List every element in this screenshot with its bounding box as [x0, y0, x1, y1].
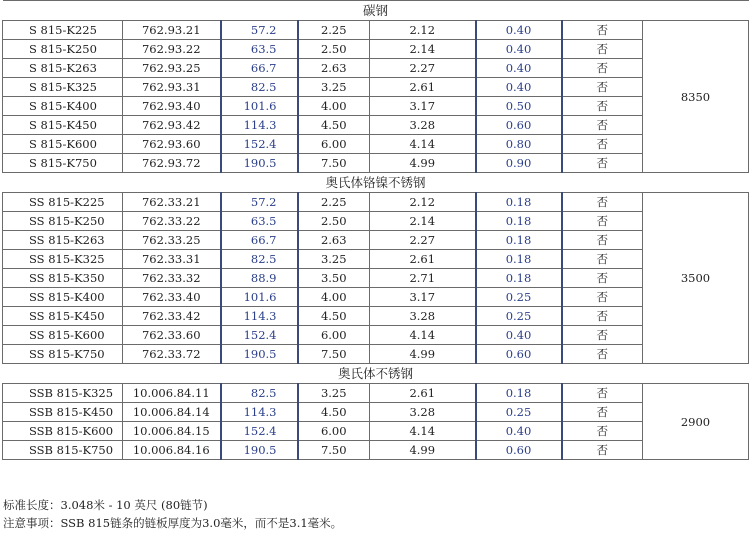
value-cell: 0.40 — [476, 21, 562, 40]
pitch-in-cell: 4.00 — [298, 288, 370, 307]
pitch-in-cell: 2.25 — [298, 193, 370, 212]
part-number-cell: S 815-K225 — [3, 21, 123, 40]
item-code-cell: 762.33.31 — [123, 250, 221, 269]
part-number-cell: SS 815-K400 — [3, 288, 123, 307]
option-cell: 否 — [562, 193, 643, 212]
item-code-cell: 762.93.31 — [123, 78, 221, 97]
item-code-cell: 762.93.21 — [123, 21, 221, 40]
item-code-cell: 762.33.32 — [123, 269, 221, 288]
weight-cell: 2.14 — [370, 40, 476, 59]
weight-cell: 3.17 — [370, 97, 476, 116]
weight-cell: 3.28 — [370, 307, 476, 326]
section-title: 奥氏体不锈钢 — [3, 364, 749, 384]
value-cell: 0.90 — [476, 154, 562, 173]
table-row — [3, 40, 749, 59]
value-cell: 0.18 — [476, 193, 562, 212]
section-side-value: 2900 — [643, 384, 749, 460]
section-title: 奥氏体铬镍不锈钢 — [3, 173, 749, 193]
option-cell: 否 — [562, 403, 643, 422]
value-cell: 0.18 — [476, 212, 562, 231]
part-number-cell: SS 815-K750 — [3, 345, 123, 364]
part-number-cell: SS 815-K250 — [3, 212, 123, 231]
table-row — [3, 154, 749, 173]
option-cell: 否 — [562, 422, 643, 441]
weight-cell: 2.61 — [370, 78, 476, 97]
pitch-mm-cell: 82.5 — [221, 250, 298, 269]
option-cell: 否 — [562, 116, 643, 135]
pitch-in-cell: 6.00 — [298, 422, 370, 441]
item-code-cell: 762.33.21 — [123, 193, 221, 212]
item-code-cell: 762.93.72 — [123, 154, 221, 173]
table-row — [3, 116, 749, 135]
item-code-cell: 762.33.22 — [123, 212, 221, 231]
item-code-cell: 762.93.22 — [123, 40, 221, 59]
part-number-cell: S 815-K400 — [3, 97, 123, 116]
pitch-in-cell: 7.50 — [298, 154, 370, 173]
option-cell: 否 — [562, 441, 643, 460]
part-number-cell: SSB 815-K450 — [3, 403, 123, 422]
pitch-in-cell: 2.50 — [298, 212, 370, 231]
section-header-row — [3, 364, 749, 384]
option-cell: 否 — [562, 384, 643, 403]
pitch-in-cell: 4.50 — [298, 403, 370, 422]
value-cell: 0.60 — [476, 345, 562, 364]
part-number-cell: SS 815-K263 — [3, 231, 123, 250]
pitch-in-cell: 4.00 — [298, 97, 370, 116]
table-row — [3, 288, 749, 307]
item-code-cell: 10.006.84.15 — [123, 422, 221, 441]
pitch-in-cell: 3.25 — [298, 384, 370, 403]
weight-cell: 4.14 — [370, 326, 476, 345]
weight-cell: 3.17 — [370, 288, 476, 307]
weight-cell: 2.71 — [370, 269, 476, 288]
value-cell: 0.18 — [476, 250, 562, 269]
pitch-mm-cell: 66.7 — [221, 59, 298, 78]
standard-length-note: 标准长度：3.048米 - 10 英尺 (80链节) — [3, 498, 208, 512]
option-cell: 否 — [562, 345, 643, 364]
pitch-in-cell: 7.50 — [298, 441, 370, 460]
weight-cell: 2.12 — [370, 193, 476, 212]
pitch-mm-cell: 66.7 — [221, 231, 298, 250]
table-body — [3, 1, 749, 460]
option-cell: 否 — [562, 326, 643, 345]
pitch-in-cell: 2.25 — [298, 21, 370, 40]
weight-cell: 4.14 — [370, 135, 476, 154]
part-number-cell: SS 815-K325 — [3, 250, 123, 269]
pitch-mm-cell: 82.5 — [221, 78, 298, 97]
pitch-mm-cell: 190.5 — [221, 154, 298, 173]
pitch-mm-cell: 190.5 — [221, 441, 298, 460]
pitch-in-cell: 4.50 — [298, 307, 370, 326]
weight-cell: 2.61 — [370, 384, 476, 403]
caution-note: 注意事项：SSB 815链条的链板厚度为3.0毫米，而不是3.1毫米。 — [3, 516, 343, 530]
weight-cell: 4.14 — [370, 422, 476, 441]
pitch-mm-cell: 114.3 — [221, 116, 298, 135]
weight-cell: 3.28 — [370, 403, 476, 422]
option-cell: 否 — [562, 231, 643, 250]
value-cell: 0.25 — [476, 288, 562, 307]
value-cell: 0.40 — [476, 78, 562, 97]
item-code-cell: 762.93.40 — [123, 97, 221, 116]
table-row — [3, 250, 749, 269]
value-cell: 0.80 — [476, 135, 562, 154]
item-code-cell: 762.93.42 — [123, 116, 221, 135]
pitch-mm-cell: 190.5 — [221, 345, 298, 364]
section-side-value: 3500 — [643, 193, 749, 364]
section-header-row — [3, 1, 749, 21]
item-code-cell: 762.33.42 — [123, 307, 221, 326]
value-cell: 0.40 — [476, 422, 562, 441]
part-number-cell: S 815-K325 — [3, 78, 123, 97]
section-side-value: 8350 — [643, 21, 749, 173]
table-row — [3, 384, 749, 403]
table-row — [3, 212, 749, 231]
part-number-cell: S 815-K600 — [3, 135, 123, 154]
option-cell: 否 — [562, 135, 643, 154]
pitch-mm-cell: 152.4 — [221, 326, 298, 345]
option-cell: 否 — [562, 212, 643, 231]
item-code-cell: 10.006.84.16 — [123, 441, 221, 460]
value-cell: 0.25 — [476, 403, 562, 422]
part-number-cell: S 815-K450 — [3, 116, 123, 135]
value-cell: 0.18 — [476, 384, 562, 403]
part-number-cell: SSB 815-K600 — [3, 422, 123, 441]
part-number-cell: SSB 815-K325 — [3, 384, 123, 403]
option-cell: 否 — [562, 250, 643, 269]
option-cell: 否 — [562, 269, 643, 288]
option-cell: 否 — [562, 154, 643, 173]
part-number-cell: SS 815-K450 — [3, 307, 123, 326]
item-code-cell: 762.33.72 — [123, 345, 221, 364]
table-row — [3, 21, 749, 40]
notes — [3, 496, 342, 532]
pitch-mm-cell: 63.5 — [221, 40, 298, 59]
pitch-in-cell: 3.25 — [298, 250, 370, 269]
table-row — [3, 403, 749, 422]
weight-cell: 2.61 — [370, 250, 476, 269]
pitch-mm-cell: 57.2 — [221, 21, 298, 40]
item-code-cell: 10.006.84.14 — [123, 403, 221, 422]
pitch-mm-cell: 152.4 — [221, 135, 298, 154]
pitch-in-cell: 7.50 — [298, 345, 370, 364]
weight-cell: 2.14 — [370, 212, 476, 231]
part-number-cell: SS 815-K350 — [3, 269, 123, 288]
pitch-in-cell: 2.50 — [298, 40, 370, 59]
weight-cell: 4.99 — [370, 154, 476, 173]
option-cell: 否 — [562, 307, 643, 326]
pitch-in-cell: 6.00 — [298, 135, 370, 154]
table-row — [3, 422, 749, 441]
item-code-cell: 762.93.25 — [123, 59, 221, 78]
section-title: 碳钢 — [3, 1, 749, 21]
table-row — [3, 307, 749, 326]
table-row — [3, 345, 749, 364]
option-cell: 否 — [562, 97, 643, 116]
table-row — [3, 193, 749, 212]
table-row — [3, 78, 749, 97]
value-cell: 0.40 — [476, 40, 562, 59]
pitch-in-cell: 6.00 — [298, 326, 370, 345]
weight-cell: 4.99 — [370, 441, 476, 460]
value-cell: 0.18 — [476, 269, 562, 288]
pitch-mm-cell: 152.4 — [221, 422, 298, 441]
weight-cell: 2.12 — [370, 21, 476, 40]
part-number-cell: S 815-K250 — [3, 40, 123, 59]
value-cell: 0.60 — [476, 116, 562, 135]
value-cell: 0.18 — [476, 231, 562, 250]
pitch-in-cell: 2.63 — [298, 59, 370, 78]
table-row — [3, 326, 749, 345]
weight-cell: 2.27 — [370, 59, 476, 78]
option-cell: 否 — [562, 59, 643, 78]
table-row — [3, 231, 749, 250]
pitch-mm-cell: 101.6 — [221, 288, 298, 307]
chain-spec-table — [2, 0, 749, 460]
table-row — [3, 97, 749, 116]
item-code-cell: 762.33.60 — [123, 326, 221, 345]
part-number-cell: SS 815-K225 — [3, 193, 123, 212]
option-cell: 否 — [562, 21, 643, 40]
weight-cell: 4.99 — [370, 345, 476, 364]
table-row — [3, 59, 749, 78]
pitch-mm-cell: 114.3 — [221, 403, 298, 422]
pitch-in-cell: 3.25 — [298, 78, 370, 97]
value-cell: 0.40 — [476, 59, 562, 78]
pitch-mm-cell: 82.5 — [221, 384, 298, 403]
pitch-mm-cell: 101.6 — [221, 97, 298, 116]
item-code-cell: 762.33.40 — [123, 288, 221, 307]
pitch-mm-cell: 63.5 — [221, 212, 298, 231]
part-number-cell: SS 815-K600 — [3, 326, 123, 345]
pitch-mm-cell: 57.2 — [221, 193, 298, 212]
weight-cell: 3.28 — [370, 116, 476, 135]
part-number-cell: SSB 815-K750 — [3, 441, 123, 460]
pitch-in-cell: 4.50 — [298, 116, 370, 135]
pitch-mm-cell: 88.9 — [221, 269, 298, 288]
table-row — [3, 269, 749, 288]
value-cell: 0.40 — [476, 326, 562, 345]
item-code-cell: 762.93.60 — [123, 135, 221, 154]
weight-cell: 2.27 — [370, 231, 476, 250]
table-row — [3, 441, 749, 460]
option-cell: 否 — [562, 288, 643, 307]
option-cell: 否 — [562, 78, 643, 97]
pitch-in-cell: 2.63 — [298, 231, 370, 250]
section-header-row — [3, 173, 749, 193]
value-cell: 0.50 — [476, 97, 562, 116]
part-number-cell: S 815-K263 — [3, 59, 123, 78]
part-number-cell: S 815-K750 — [3, 154, 123, 173]
pitch-in-cell: 3.50 — [298, 269, 370, 288]
value-cell: 0.25 — [476, 307, 562, 326]
value-cell: 0.60 — [476, 441, 562, 460]
item-code-cell: 762.33.25 — [123, 231, 221, 250]
option-cell: 否 — [562, 40, 643, 59]
pitch-mm-cell: 114.3 — [221, 307, 298, 326]
table-row — [3, 135, 749, 154]
item-code-cell: 10.006.84.11 — [123, 384, 221, 403]
